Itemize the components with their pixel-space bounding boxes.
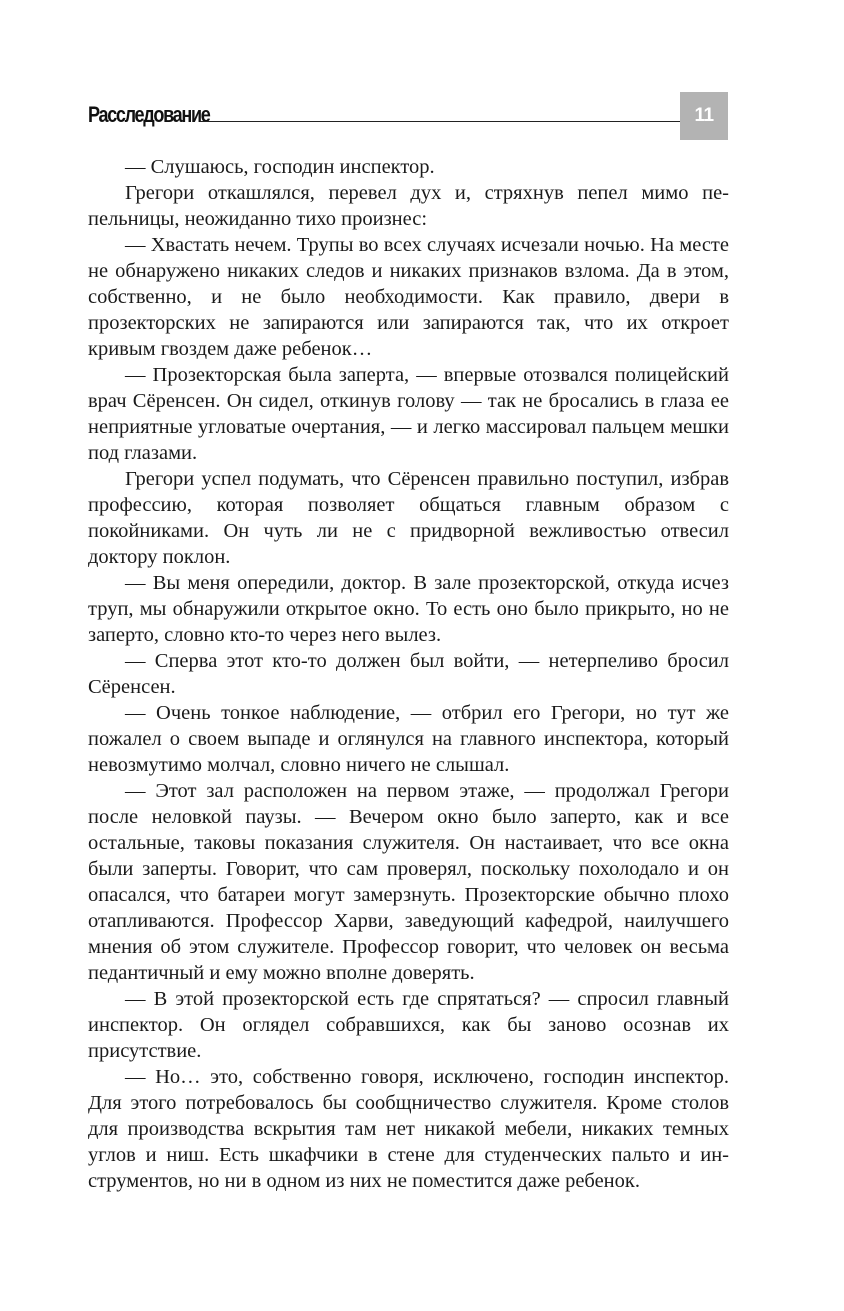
section-title: Расследование <box>88 102 210 127</box>
paragraph: — Вы меня опередили, доктор. В зале прозекторской, откуда исчез труп, мы обнаружили открытое окно. То есть оно было прикрыто, но не заперто, словно кто-то через него вылез. <box>88 572 729 646</box>
paragraph: Грегори откашлялся, перевел дух и, стряхнув пепел мимо пепельницы, неожиданно тихо произнес: <box>88 182 729 230</box>
paragraph: — В этой прозекторской есть где спрятаться? — спросил главный инспектор. Он оглядел собравшихся, как бы заново осознав их присутствие. <box>88 988 729 1062</box>
paragraph: — Слушаюсь, господин инспектор. <box>125 156 435 178</box>
page-number: 11 <box>694 105 714 126</box>
page-number-box <box>680 92 728 140</box>
paragraph: — Хвастать нечем. Трупы во всех случаях исчезали ночью. На месте не обнаружено никаких следов и никаких признаков взлома. Да в этом, собственно, и не было необходимости. Как правило, двери в прозекторских не запираются или запираются так, что их откроет кривым гвоздем даже ребенок… <box>88 234 729 360</box>
paragraph: — Прозекторская была заперта, — впервые отозвался полицейский врач Сёренсен. Он сидел, откинув голову — так не бросались в глаза ее неприятные угловатые очертания, — и легко массировал пальцем мешки под глазами. <box>88 364 729 464</box>
paragraph: — Но… это, собственно говоря, исключено, господин инспектор. Для этого потребовалось бы сообщничество служителя. Кроме столов для производства вскрытия там нет никакой мебели, никаких темных углов и ниш. Есть шкафчики в стене для студенческих пальто и инструментов, но ни в одном из них не поместится даже ребенок. <box>88 1066 729 1192</box>
header-rule <box>200 121 680 122</box>
paragraph: Грегори успел подумать, что Сёренсен правильно поступил, избрав профессию, которая позволяет общаться главным образом с покойниками. Он чуть ли не с придворной вежливостью отвесил доктору поклон. <box>88 468 729 568</box>
body-text <box>88 154 729 1194</box>
paragraph: — Очень тонкое наблюдение, — отбрил его Грегори, но тут же пожалел о своем выпаде и оглянулся на главного инспектора, который невозмутимо молчал, словно ничего не слышал. <box>88 702 729 776</box>
paragraph: — Этот зал расположен на первом этаже, — продолжал Грегори после неловкой паузы. — Вечером окно было заперто, как и все остальные, таковы показания служителя. Он настаивает, что все окна были заперты. Говорит, что сам проверял, поскольку похолодало и он опасался, что батареи могут замерзнуть. Прозекторские обычно плохо отапливаются. Профессор Харви, заведующий кафедрой, наилучшего мнения об этом служителе. Профессор говорит, что человек он весьма педантичный и ему можно вполне доверять. <box>88 780 729 984</box>
paragraph: — Сперва этот кто-то должен был войти, — нетерпеливо бросил Сёренсен. <box>88 650 729 698</box>
running-header <box>88 92 728 140</box>
